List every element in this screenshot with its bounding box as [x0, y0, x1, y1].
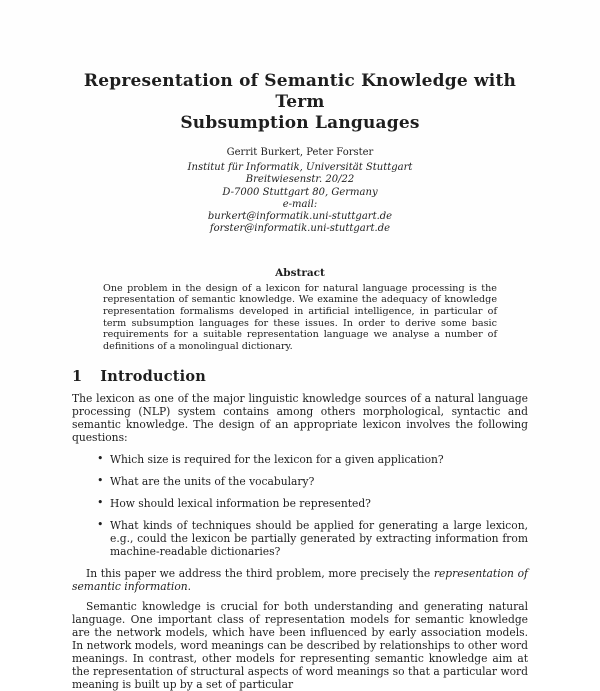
- affiliation-city: D-7000 Stuttgart 80, Germany: [222, 186, 378, 198]
- authors-line: Gerrit Burkert, Peter Forster: [226, 147, 374, 158]
- paper-title: [72, 0, 528, 134]
- paragraph-third-problem: [72, 567, 528, 593]
- intro-paragraph: The lexicon as one of the major linguistic knowledge sources of a natural language processing (NLP) system contains among others morphological, syntactic and semantic knowledge. The design of an appropriate lexicon involves the following questions:: [72, 392, 528, 445]
- email-address-2: forster@informatik.uni-stuttgart.de: [209, 223, 391, 235]
- paragraph-semantic-knowledge: Semantic knowledge is crucial for both understanding and generating natural language. One important class of representation models for semantic knowledge are the network models, which have been influenced by early association models. In network models, word meanings can be described by relationships to other word meanings. In contrast, other models for representing semantic knowledge aim at the representation of structural aspects of word meanings so that a particular word meaning is built up by a set of particular: [72, 600, 528, 691]
- section-number: 1: [72, 368, 83, 386]
- abstract-text: One problem in the design of a lexicon for natural language processing is the representation of semantic knowledge. We examine the adequacy of knowledge representation formalisms developed in artificial intelligence, in particular of term subsumption languages for these issues. In order to derive some basic requirements for a suitable representation language we analyse a number of definitions of a monolingual dictionary.: [103, 282, 497, 352]
- list-item-question-representation: • How should lexical information be represented?: [97, 497, 528, 510]
- affiliation-institute: Institut für Informatik, Universität Stuttgart: [187, 162, 413, 173]
- list-item-question-units: • What are the units of the vocabulary?: [97, 475, 528, 488]
- list-item-question-techniques: • What kinds of techniques should be applied for generating a large lexicon, e.g., could the lexicon be partially generated by extracting information from machine-readable dictionaries?: [97, 519, 528, 558]
- abstract-heading: Abstract: [275, 266, 325, 279]
- section-heading-introduction: [72, 368, 528, 385]
- abstract-section: [103, 267, 497, 353]
- paragraph-third-problem-period: .: [187, 580, 192, 594]
- affiliation-street: Breitwiesenstr. 20/22: [245, 174, 355, 186]
- affiliation-block: [72, 162, 528, 236]
- email-label: e-mail:: [282, 198, 318, 210]
- email-address-1: burkert@informatik.uni-stuttgart.de: [207, 211, 393, 223]
- paragraph-third-problem-text: In this paper we address the third problem, more precisely the: [86, 567, 434, 581]
- section-title: Introduction: [100, 368, 206, 386]
- paragraph-third-problem-emphasis: representation of semantic information: [72, 567, 528, 594]
- questions-list: [72, 453, 528, 558]
- list-item-question-size: • Which size is required for the lexicon for a given application?: [97, 453, 528, 466]
- paper-title-line2: Subsumption Languages: [180, 113, 420, 133]
- paper-title-line1: Representation of Semantic Knowledge with Term: [83, 71, 517, 112]
